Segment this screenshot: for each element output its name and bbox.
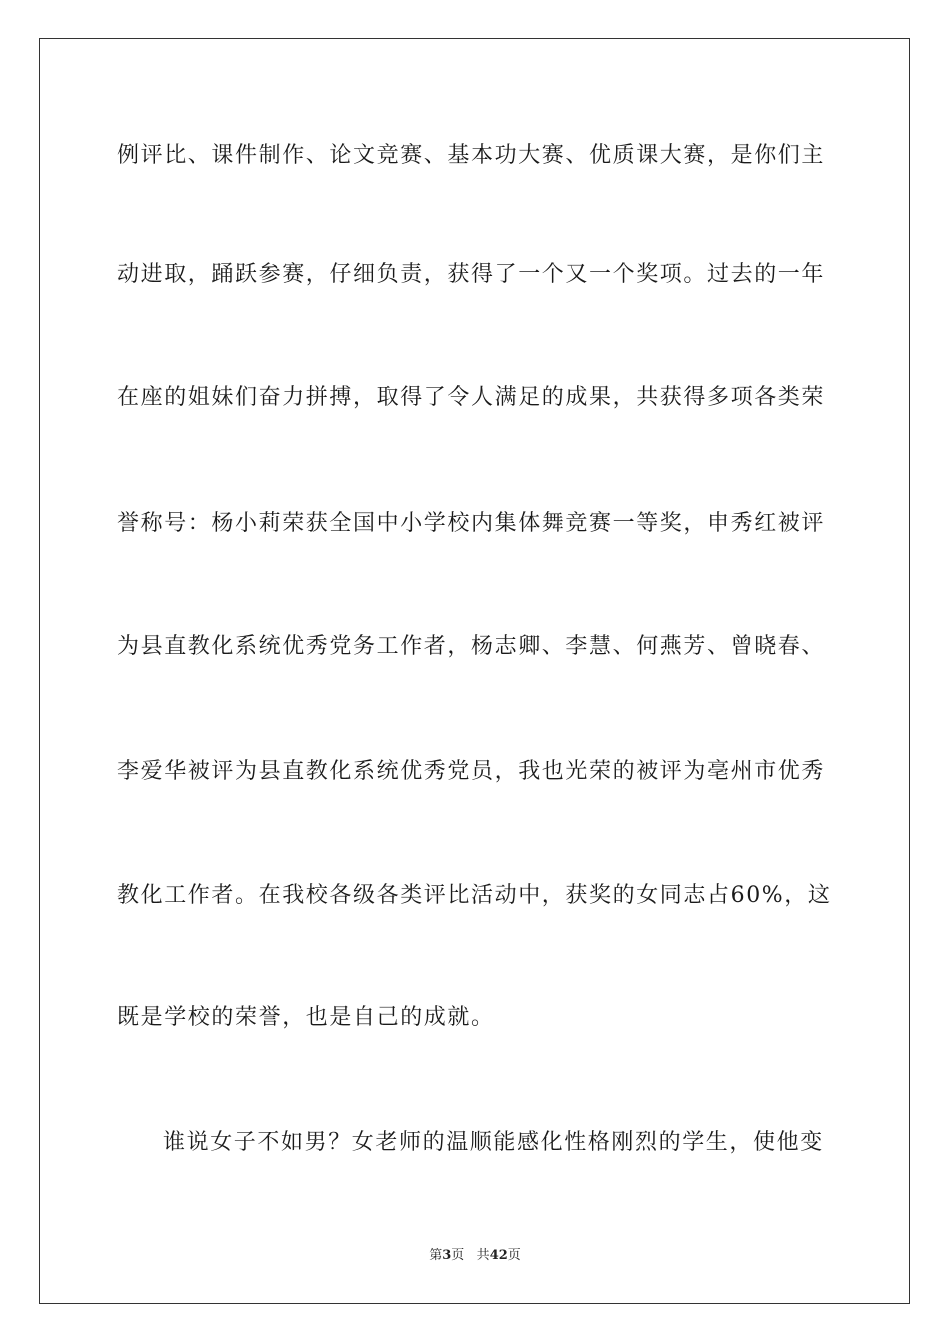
footer-prefix: 第 [429, 1248, 443, 1263]
page-footer [0, 1247, 950, 1265]
text-line-7: 教化工作者。在我校各级各类评比活动中，获奖的女同志占60%，这 [117, 883, 832, 908]
footer-total-prefix: 共 [476, 1248, 490, 1263]
total-pages-number: 42 [489, 1248, 508, 1263]
current-page-number: 3 [442, 1248, 452, 1263]
page-border [39, 38, 910, 1304]
text-line-3: 在座的姐妹们奋力拼搏，取得了令人满足的成果，共获得多项各类荣 [117, 385, 826, 410]
text-line-1: 例评比、课件制作、论文竞赛、基本功大赛、优质课大赛，是你们主 [117, 143, 826, 168]
footer-page-suffix: 页 [451, 1248, 465, 1263]
text-line-2: 动进取，踊跃参赛，仔细负责，获得了一个又一个奖项。过去的一年 [117, 262, 826, 287]
text-line-8: 既是学校的荣誉，也是自己的成就。 [117, 1005, 495, 1030]
text-line-5: 为县直教化系统优秀党务工作者，杨志卿、李慧、何燕芳、曾晓春、 [117, 634, 826, 659]
footer-total-suffix: 页 [507, 1248, 521, 1263]
text-line-6: 李爱华被评为县直教化系统优秀党员，我也光荣的被评为亳州市优秀 [117, 759, 826, 784]
next-paragraph-line: 谁说女子不如男？女老师的温顺能感化性格刚烈的学生，使他变 [163, 1130, 824, 1155]
text-line-4: 誉称号：杨小莉荣获全国中小学校内集体舞竞赛一等奖，申秀红被评 [117, 511, 826, 536]
